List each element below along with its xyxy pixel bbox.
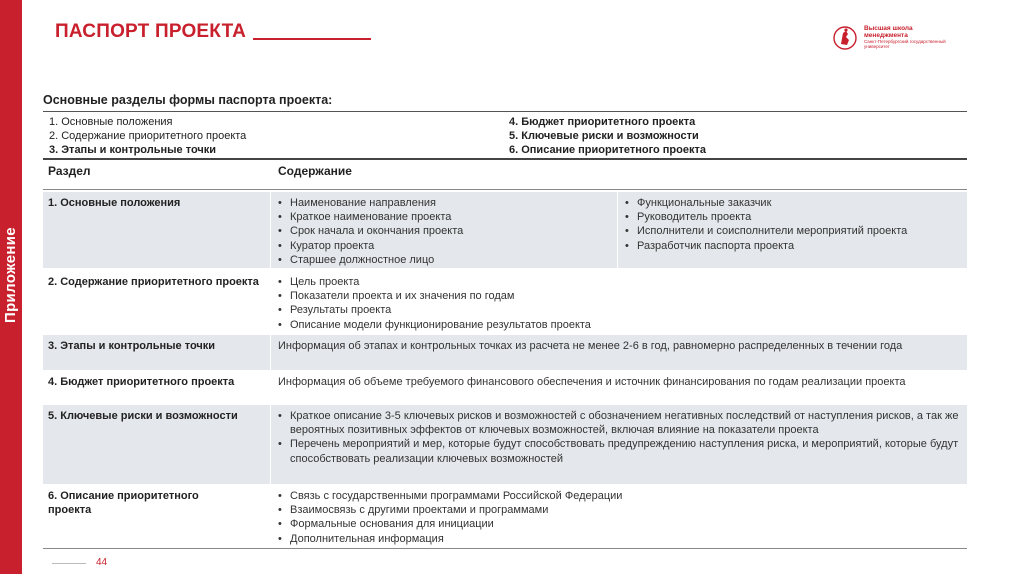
sections-left — [49, 115, 246, 157]
section-item: 6. Описание приоритетного проекта — [509, 144, 707, 156]
page-number: 44 — [96, 557, 108, 568]
logo-emblem-icon — [833, 24, 857, 52]
row-name: 1. Основные положения — [48, 197, 181, 209]
table-row — [43, 335, 967, 370]
logo-name: Высшая школа менеджмента — [864, 25, 913, 39]
table-row — [43, 405, 967, 484]
bullet-list — [276, 196, 463, 267]
table-row — [43, 192, 967, 268]
list-item: • Разработчик паспорта проекта — [623, 239, 907, 253]
list-item: • Перечень мероприятий и мер, которые будут способствовать предупреждению наступления риска, и мероприятий, которые будут способствовать реализации ключевых возможностей — [276, 437, 961, 465]
side-band — [0, 0, 22, 574]
list-item: • Описание модели функционирование результатов проекта — [276, 318, 591, 332]
list-item: • Цель проекта — [276, 275, 591, 289]
section-item: 2. Содержание приоритетного проекта — [49, 130, 247, 142]
section-item: 5. Ключевые риски и возможности — [509, 130, 699, 142]
bullet-list — [276, 275, 591, 332]
list-item: • Формальные основания для инициации — [276, 517, 622, 531]
bullet-list — [276, 409, 961, 466]
table-row — [43, 372, 967, 404]
row-name: 6. Описание приоритетного проекта — [48, 490, 199, 516]
table-row — [43, 271, 967, 333]
list-item: • Старшее должностное лицо — [276, 253, 463, 267]
list-item: • Взаимосвязь с другими проектами и программами — [276, 503, 622, 517]
page-title: ПАСПОРТ ПРОЕКТА — [55, 21, 247, 42]
sections-right — [509, 115, 706, 157]
row-name: 2. Содержание приоритетного проекта — [48, 276, 259, 288]
table-row — [43, 486, 967, 548]
list-item: • Результаты проекта — [276, 303, 591, 317]
list-item: • Дополнительная информация — [276, 532, 622, 546]
column-divider — [617, 192, 618, 268]
row-text: Информация об этапах и контрольных точках из расчета не менее 2-6 в год, равномерно распределенных в течении года — [278, 340, 903, 352]
section-item: 4. Бюджет приоритетного проекта — [509, 116, 696, 128]
list-item: • Краткое наименование проекта — [276, 210, 463, 224]
list-item: • Куратор проекта — [276, 239, 463, 253]
table-bottom-rule — [43, 548, 967, 549]
row-text: Информация об объеме требуемого финансового обеспечения и источник финансирования по годам реализации проекта — [278, 376, 906, 388]
bullet-list — [623, 196, 907, 253]
row-name: 3. Этапы и контрольные точки — [48, 340, 216, 352]
table-top-rule — [43, 158, 967, 160]
logo-university: Санкт-Петербургский государственный университет — [864, 39, 946, 49]
bullet-list — [276, 489, 622, 546]
section-item: 1. Основные положения — [49, 116, 173, 128]
header-section: Раздел — [48, 164, 91, 178]
title-underline — [253, 38, 371, 40]
list-item: • Руководитель проекта — [623, 210, 907, 224]
list-item: • Связь с государственными программами Российской Федерации — [276, 489, 622, 503]
row-name: 5. Ключевые риски и возможности — [48, 410, 238, 422]
list-item: • Функциональные заказчик — [623, 196, 907, 210]
row-name: 4. Бюджет приоритетного проекта — [48, 376, 235, 388]
section-item: 3. Этапы и контрольные точки — [49, 144, 217, 156]
list-item: • Срок начала и окончания проекта — [276, 224, 463, 238]
list-item: • Исполнители и соисполнители мероприятий проекта — [623, 224, 907, 238]
header-rule — [43, 189, 967, 190]
footer-line — [52, 563, 86, 564]
list-item: • Наименование направления — [276, 196, 463, 210]
logo — [833, 24, 963, 56]
list-item: • Краткое описание 3-5 ключевых рисков и возможностей с обозначением негативных последствий от наступления рисков, а так же вероятных позитивных эффектов от ключевых возможностей, включая влияние на показатели проекта — [276, 409, 961, 437]
list-item: • Показатели проекта и их значения по годам — [276, 289, 591, 303]
subtitle: Основные разделы формы паспорта проекта: — [43, 93, 333, 107]
column-divider — [270, 335, 271, 370]
column-divider — [270, 192, 271, 268]
column-divider — [270, 405, 271, 484]
header-content: Содержание — [278, 164, 352, 178]
side-label: Приложение — [2, 227, 19, 323]
divider — [43, 111, 967, 112]
